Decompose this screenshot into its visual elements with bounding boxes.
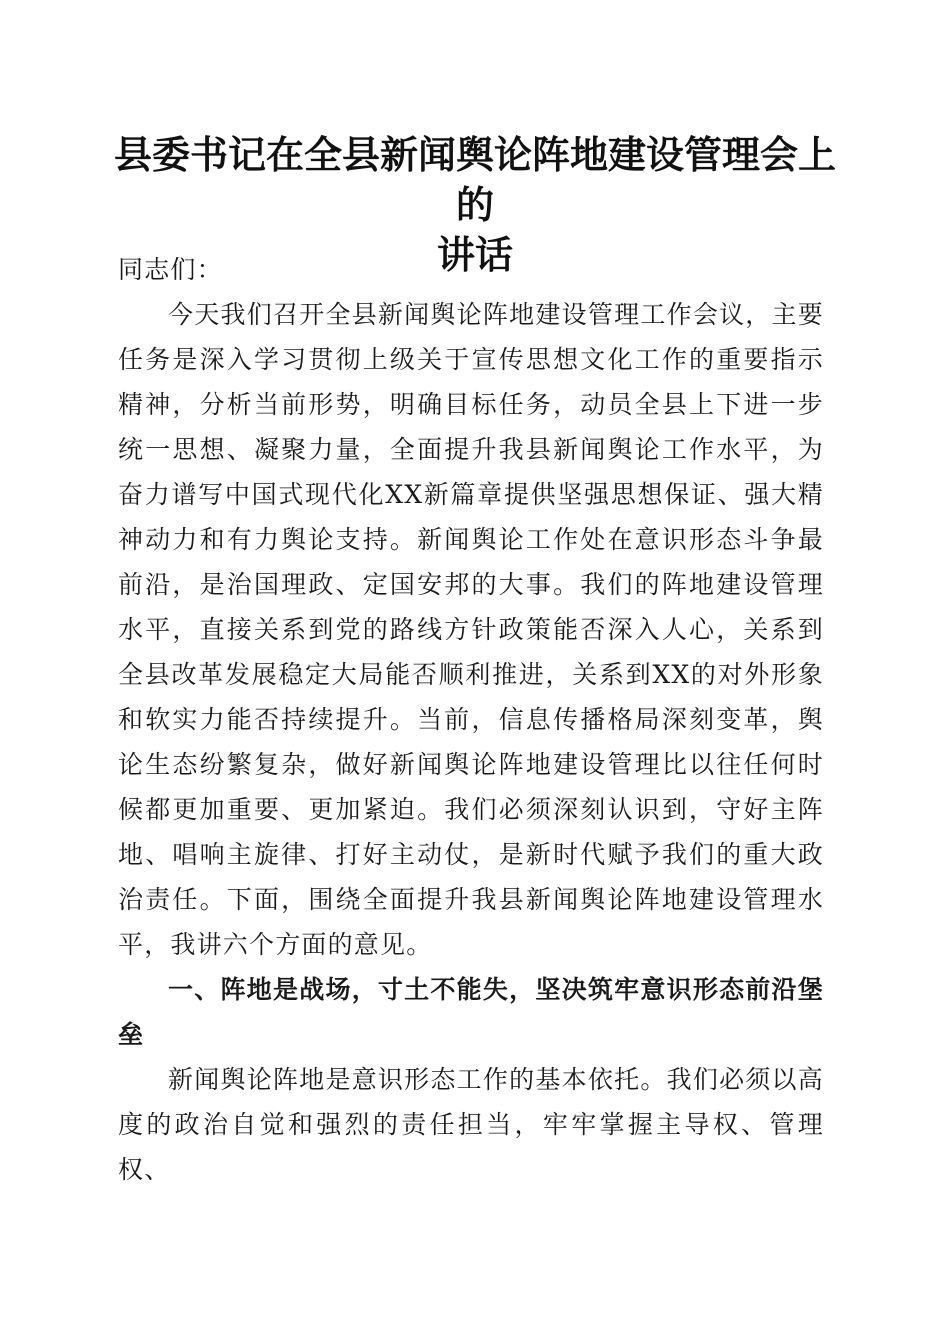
document-body	[118, 247, 824, 1192]
section-1-paragraph: 新闻舆论阵地是意识形态工作的基本依托。我们必须以高度的政治自觉和强烈的责任担当，牢牢掌握主导权、管理权、	[118, 1065, 824, 1184]
salutation: 同志们：	[118, 255, 223, 284]
title-line-1: 县委书记在全县新闻舆论阵地建设管理会上的	[113, 132, 836, 227]
opening-paragraph: 今天我们召开全县新闻舆论阵地建设管理工作会议，主要任务是深入学习贯彻上级关于宣传思想文化工作的重要指示精神，分析当前形势，明确目标任务，动员全县上下进一步统一思想、凝聚力量，全面提升我县新闻舆论工作水平，为奋力谱写中国式现代化XX新篇章提供坚强思想保证、强大精神动力和有力舆论支持。新闻舆论工作处在意识形态斗争最前沿，是治国理政、定国安邦的大事。我们的阵地建设管理水平，直接关系到党的路线方针政策能否深入人心，关系到全县改革发展稳定大局能否顺利推进，关系到XX的对外形象和软实力能否持续提升。当前，信息传播格局深刻变革，舆论生态纷繁复杂，做好新闻舆论阵地建设管理比以往任何时候都更加重要、更加紧迫。我们必须深刻认识到，守好主阵地、唱响主旋律、打好主动仗，是新时代赋予我们的重大政治责任。下面，围绕全面提升我县新闻舆论阵地建设管理水平，我讲六个方面的意见。	[118, 300, 824, 959]
title-line-2: 讲话	[436, 232, 513, 277]
section-heading-1: 一、阵地是战场，寸土不能失，坚决筑牢意识形态前沿堡垒	[118, 975, 824, 1049]
